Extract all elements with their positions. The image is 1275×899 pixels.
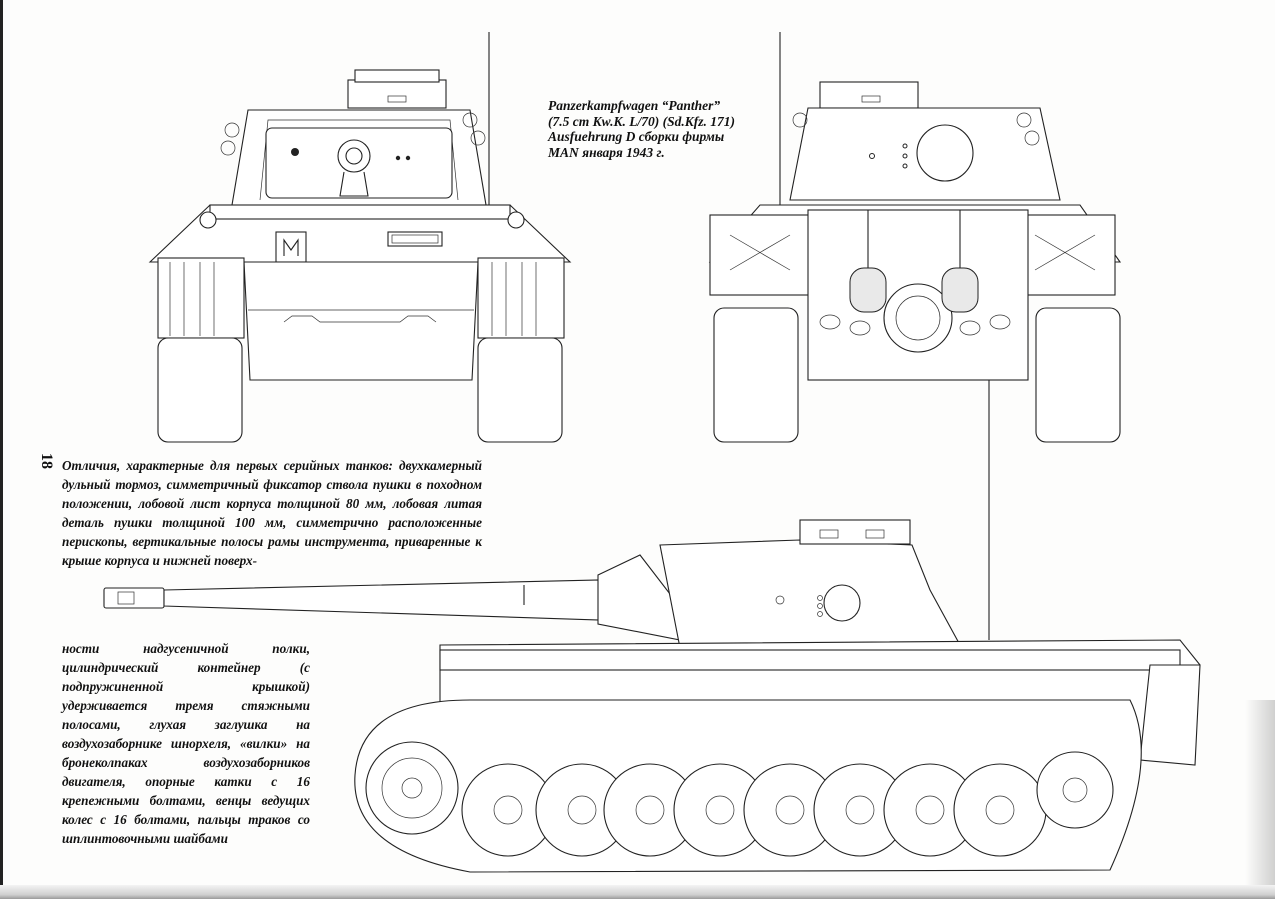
page-number: 18	[38, 453, 55, 469]
description-text-part-1: Отличия, характерные для первых серийных танков: двухкамерный дульный тормоз, симметричный фиксатор ствола пушки в походном положении, лобовой лист корпуса толщиной 80 мм, лобовая литая деталь пушки толщиной 100 мм, симметрично расположенные перископы, вертикальные полосы рамы инструмента, приваренные к крыше корпуса и нижней поверх-	[62, 458, 482, 568]
drawing-caption: Panzerkampfwagen “Panther” (7.5 cm Kw.K. L/70) (Sd.Kfz. 171) Ausfuehrung D сборки фирмы MAN января 1943 г.	[548, 98, 735, 160]
description-text-part-2: ности надгусеничной полки, цилиндрический контейнер (с подпружиненной крышкой) удерживается тремя стяжными полосами, глухая заглушка на воздухозаборнике шнорхеля, «вилки» на бронеколпаках воздухозаборников двигателя, опорные катки с 16 крепежными болтами, венцы ведущих колес с 16 болтами, пальцы траков со шплинтовочными шайбами	[62, 641, 310, 846]
tank-front-view-drawing	[150, 32, 570, 442]
